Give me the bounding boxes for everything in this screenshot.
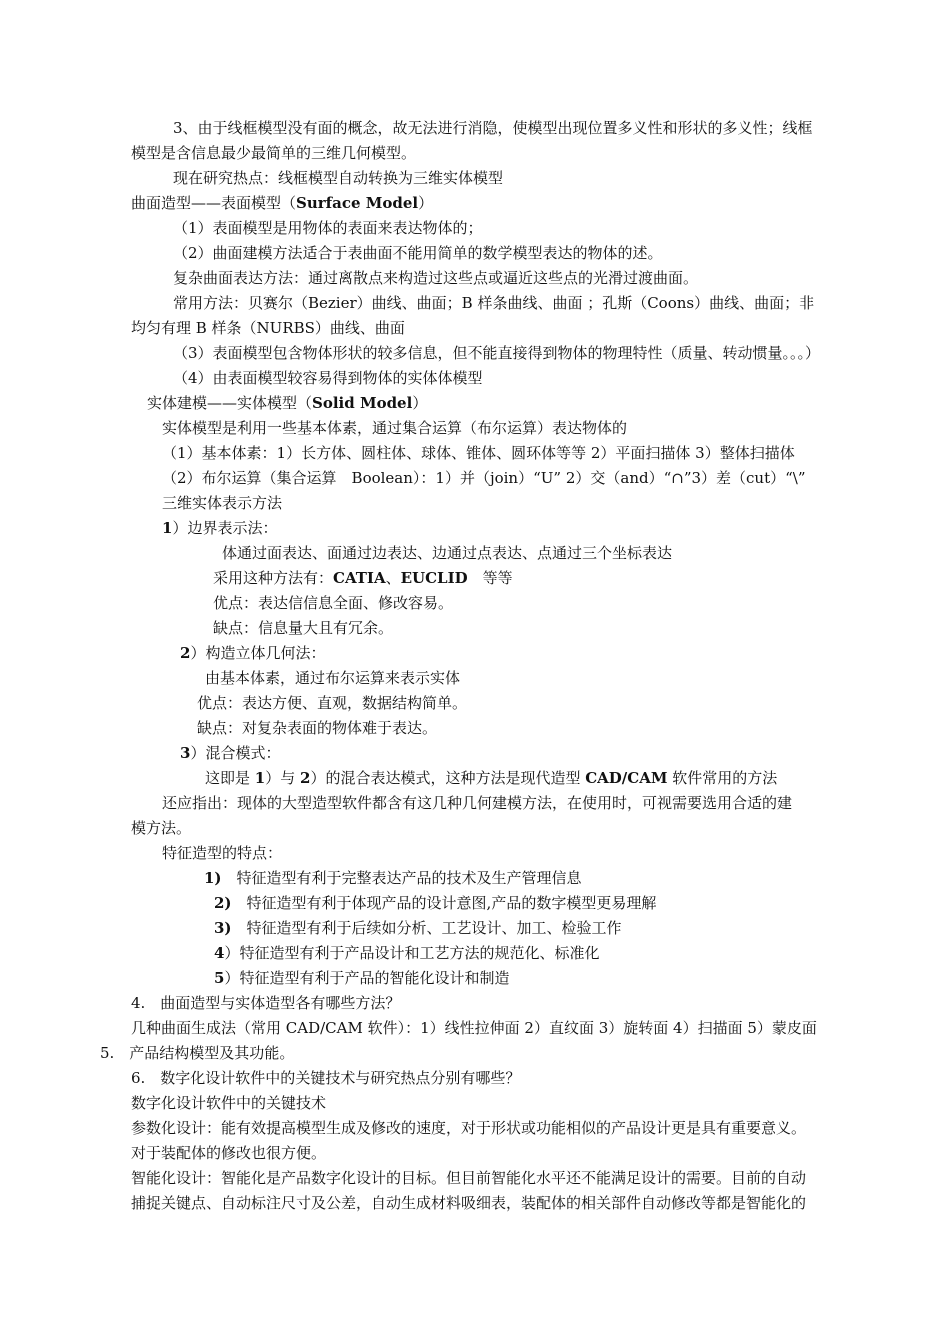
text-line [205, 666, 460, 690]
text-line [173, 291, 814, 315]
text-segment: （2）曲面建模方法适合于表曲面不能用简单的数学模型表达的物体的述。 [173, 244, 663, 262]
text-line [131, 316, 405, 340]
text-segment: 等等 [467, 569, 513, 587]
text-segment: 模方法。 [131, 819, 192, 837]
text-segment: 体通过面表达、面通过边表达、边通过点表达、点通过三个坐标表达 [222, 544, 673, 562]
text-segment: （2）布尔运算（集合运算 Boolean）：1）并（join）“U” 2）交（and）“∩”3）差（cut）“\” [162, 469, 806, 487]
text-segment: 优点：表达方便、直观，数据结构简单。 [197, 694, 468, 712]
text-line [162, 416, 627, 440]
text-segment: 这即是 [205, 769, 255, 787]
text-segment: 特征造型的特点： [162, 844, 283, 862]
text-line [180, 641, 325, 665]
text-segment: 复杂曲面表达方法：通过离散点来构造过这些点或逼近这些点的光滑过渡曲面。 [173, 269, 699, 287]
text-line [180, 741, 280, 765]
text-segment: 3、由于线框模型没有面的概念，故无法进行消隐，使模型出现位置多义性和形状的多义性；线框 [173, 119, 813, 137]
text-line [173, 216, 483, 240]
text-line [173, 241, 663, 265]
text-segment: ）特征造型有利于产品的智能化设计和制造 [224, 969, 510, 987]
text-segment: EUCLID [400, 569, 468, 587]
text-line [197, 691, 467, 715]
text-line [173, 341, 820, 365]
text-line [173, 166, 503, 190]
text-segment: ）边界表示法： [172, 519, 278, 537]
text-line [162, 516, 277, 540]
text-segment: 采用这种方法有： [213, 569, 334, 587]
text-segment: 3) [214, 919, 232, 937]
text-segment: 缺点：对复杂表面的物体难于表达。 [197, 719, 438, 737]
text-segment: 特征造型有利于后续如分析、工艺设计、加工、检验工作 [231, 919, 622, 937]
text-line [213, 591, 453, 615]
text-line [162, 466, 806, 490]
text-segment: 曲面造型——表面模型（ [131, 194, 297, 212]
text-line [162, 791, 792, 815]
text-line [131, 1166, 806, 1190]
text-line [131, 1116, 806, 1140]
text-segment: ） [418, 194, 434, 212]
text-line [214, 966, 509, 990]
text-segment: （4）由表面模型较容易得到物体的实体体模型 [173, 369, 483, 387]
text-line [173, 266, 698, 290]
text-segment: 常用方法：贝赛尔（Bezier）曲线、曲面；B 样条曲线、曲面 ；孔斯（Coons）曲线、曲面；非 [173, 294, 815, 312]
text-segment: 数字化设计软件中的关键技术 [131, 1094, 327, 1112]
text-segment: 3 [180, 744, 191, 762]
text-line [213, 566, 513, 590]
text-line [131, 1091, 326, 1115]
text-segment: 还应指出：现体的大型造型软件都含有这几种几何建模方法，在使用时，可视需要选用合适的建 [162, 794, 793, 812]
text-segment: 5. 产品结构模型及其功能。 [100, 1044, 295, 1062]
text-line [205, 766, 777, 790]
text-segment: CAD/CAM [585, 769, 668, 787]
text-line [214, 941, 599, 965]
text-segment: 智能化设计：智能化是产品数字化设计的目标。但目前智能化水平还不能满足设计的需要。目前的自动 [131, 1169, 807, 1187]
text-line [162, 441, 795, 465]
text-segment: 实体模型是利用一些基本体素，通过集合运算（布尔运算）表达物体的 [162, 419, 628, 437]
text-line [162, 841, 282, 865]
text-segment: 缺点：信息量大且有冗余。 [213, 619, 394, 637]
text-segment: 均匀有理 B 样条（NURBS）曲线、曲面 [131, 319, 405, 337]
text-line [213, 616, 393, 640]
text-segment: （1）基本体素：1）长方体、圆柱体、球体、锥体、圆环体等等 2）平面扫描体 3）整体扫描体 [162, 444, 795, 462]
text-line [131, 991, 400, 1015]
text-segment: 2 [300, 769, 311, 787]
text-segment: 优点：表达信信息全面、修改容易。 [213, 594, 454, 612]
text-segment: 模型是含信息最少最简单的三维几何模型。 [131, 144, 417, 162]
text-segment: 2) [214, 894, 232, 912]
text-segment: 5 [214, 969, 225, 987]
text-line [173, 116, 813, 140]
text-segment: 1 [162, 519, 173, 537]
text-segment: 几种曲面生成法（常用 CAD/CAM 软件）：1）线性拉伸面 2）直纹面 3）旋转面 4）扫描面 5）蒙皮面 [131, 1019, 817, 1037]
text-segment: 1 [254, 769, 266, 787]
text-segment: 4. 曲面造型与实体造型各有哪些方法？ [131, 994, 401, 1012]
text-segment: 2 [180, 644, 191, 662]
text-line [162, 491, 282, 515]
text-line [214, 891, 656, 915]
text-segment: 1) [204, 869, 222, 887]
text-segment: 、 [385, 569, 401, 587]
text-segment: ）混合模式： [190, 744, 281, 762]
text-segment: 实体建模——实体模型（ [147, 394, 313, 412]
text-segment: 特征造型有利于完整表达产品的技术及生产管理信息 [221, 869, 582, 887]
text-segment: ）与 [265, 769, 300, 787]
text-segment: 捕捉关键点、自动标注尺寸及公差，自动生成材料吸细表，装配体的相关部件自动修改等都是智能化的 [131, 1194, 807, 1212]
text-segment: ） [412, 394, 428, 412]
text-line [131, 191, 433, 215]
text-line [204, 866, 582, 890]
text-line [147, 391, 427, 415]
text-segment: （1）表面模型是用物体的表面来表达物体的； [173, 219, 483, 237]
text-segment: （3）表面模型包含物体形状的较多信息，但不能直接得到物体的物理特性（质量、转动惯量。。。） [173, 344, 821, 362]
text-segment: ）构造立体几何法： [190, 644, 326, 662]
text-segment: 特征造型有利于体现产品的设计意图,产品的数字模型更易理解 [231, 894, 657, 912]
text-segment: 4 [214, 944, 225, 962]
text-line [197, 716, 437, 740]
text-line [131, 1066, 520, 1090]
text-segment: 由基本体素，通过布尔运算来表示实体 [205, 669, 461, 687]
text-segment: 软件常用的方法 [667, 769, 778, 787]
text-segment: ）的混合表达模式，这种方法是现代造型 [310, 769, 586, 787]
text-segment: 6. 数字化设计软件中的关键技术与研究热点分别有哪些？ [131, 1069, 521, 1087]
text-line [131, 1141, 326, 1165]
text-line [214, 916, 622, 940]
text-line [131, 1016, 817, 1040]
text-line [131, 816, 191, 840]
text-line [173, 366, 483, 390]
text-segment: 三维实体表示方法 [162, 494, 283, 512]
text-segment: Solid Model [312, 394, 413, 412]
text-segment: 对于装配体的修改也很方便。 [131, 1144, 327, 1162]
text-line [100, 1041, 294, 1065]
text-segment: ）特征造型有利于产品设计和工艺方法的规范化、标准化 [224, 944, 600, 962]
text-line [222, 541, 672, 565]
text-segment: Surface Model [296, 194, 419, 212]
text-segment: 现在研究热点：线框模型自动转换为三维实体模型 [173, 169, 504, 187]
text-segment: 参数化设计：能有效提高模型生成及修改的速度，对于形状或功能相似的产品设计更是具有重要意义。 [131, 1119, 807, 1137]
text-line [131, 141, 416, 165]
text-line [131, 1191, 806, 1215]
text-segment: CATIA [333, 569, 386, 587]
